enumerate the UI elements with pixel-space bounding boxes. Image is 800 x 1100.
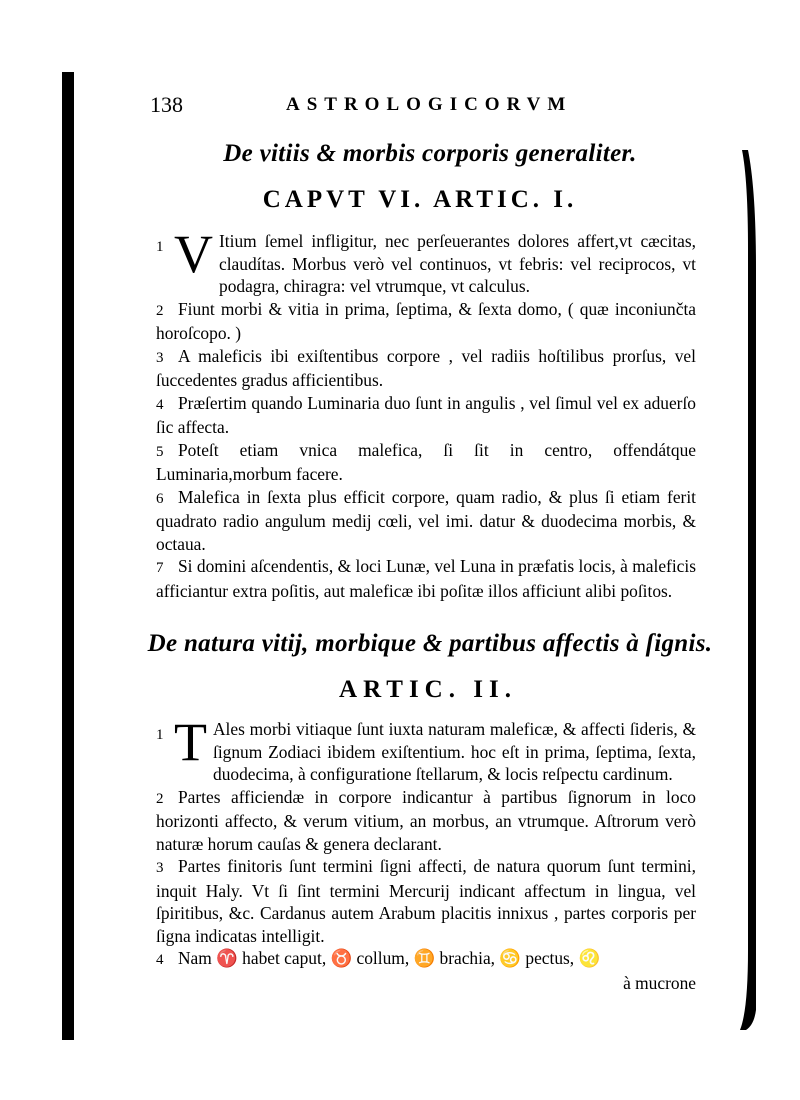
chapter-heading: CAPVT VI. ARTIC. I. [262,186,578,213]
paragraph-number: 6 [156,490,164,507]
paragraph-text: Præſertim quando Luminaria duo ſunt in angulis , vel ſimul vel ex aduerſo ſic affecta. [156,392,696,437]
paragraph-number: 4 [156,396,164,413]
paragraph-text: Poteſt etiam vnica malefica, ſi ſit in centro, offendátque Luminaria,morbum facere. [156,439,696,484]
section-title-2: De natura vitij, morbique & partibus affectis à ſignis. [147,630,713,657]
section-title-1: De vitiis & morbis corporis generaliter. [223,140,637,167]
paragraph-number: 7 [156,560,164,576]
catchword: à mucrone [623,972,696,993]
drop-cap: V [174,224,213,284]
paragraph [156,486,696,556]
paragraph-text: Malefica in ſexta plus efficit corpore, quam radio, & plus ſi etiam ferit quadrato radio angulum medij cœli, vel imi. datur & duodecima morbis, & octaua. [156,486,696,554]
paragraph [156,298,696,345]
paragraph [156,224,696,298]
paragraph-text: Partes afficiendæ in corpore indicantur à partibus ſignorum in loco horizonti affecto, & verum vitium, an morbus, an vtrumque. Aſtrorum verò naturæ horum cauſas & genera declarant. [156,786,696,854]
paragraph [156,947,696,972]
paragraph-number: 2 [156,790,164,807]
paragraph-number: 1 [156,727,164,743]
page-header [150,92,710,122]
paragraph [156,392,696,439]
paragraph-number: 5 [156,443,164,460]
paragraph-number: 3 [156,349,164,366]
paragraph-number: 1 [156,239,164,255]
paragraph-text: A maleficis ibi exiſtentibus corpore , vel radiis hoſtilibus prorſus, vel ſuccedentes gradus afficientibus. [156,345,696,390]
paragraph [156,712,696,786]
paragraph-text: Si domini aſcendentis, & loci Lunæ, vel Luna in præfatis locis, à maleficis afficiantur extra poſitis, aut maleficæ ibi poſitæ illos afficiunt alibi poſitos. [156,556,696,601]
paragraph-text: Fiunt morbi & vitia in prima, ſeptima, & ſexta domo, ( quæ inconiunčta horoſcopo. ) [156,298,696,343]
paragraph [156,439,696,486]
drop-cap: T [174,712,207,772]
paragraph-text: Partes finitoris ſunt termini ſigni affecti, de natura quorum ſunt termini, inquit Haly. Vt ſi ſint termini Mercurij indicant affectum in lingua, vel ſpiritibus, &c. Cardanus autem Arabum placitis innixus , partes corporis per ſigna indicatas intelligit. [156,856,696,946]
paragraph [156,786,696,856]
paragraph-number: 2 [156,302,164,319]
paragraph [156,855,696,947]
page-edge-shadow [726,150,760,1030]
page-number: 138 [150,92,183,117]
article-2-body [156,712,696,994]
paragraph [156,555,696,602]
page-binding-shadow [62,72,74,1040]
paragraph-text: Itium ſemel infligitur, nec perſeuerantes dolores affert,vt cæcitas, claudítas. Morbus verò vel continuos, vt febris: vel reciprocos, vt podagra, chiragra: vel vtrumque, vt calculus. [219,231,696,296]
article-1-body [156,224,696,602]
article-heading: ARTIC. II. [339,676,517,703]
paragraph-number: 4 [156,952,164,968]
running-title: ASTROLOGICORVM [286,94,573,115]
paragraph-text: Nam ♈ habet caput, ♉ collum, ♊ brachia, ♋ pectus, ♌ [178,948,601,968]
paragraph-text: Ales morbi vitiaque ſunt iuxta naturam maleficæ, & affecti ſideris, & ſignum Zodiaci ibidem exiſtentium. hoc eſt in prima, ſeptima, ſexta, duodecima, à configuratione ſtellarum, & locis reſpectu cardinum. [213,719,696,784]
paragraph [156,345,696,392]
paragraph-number: 3 [156,860,164,876]
